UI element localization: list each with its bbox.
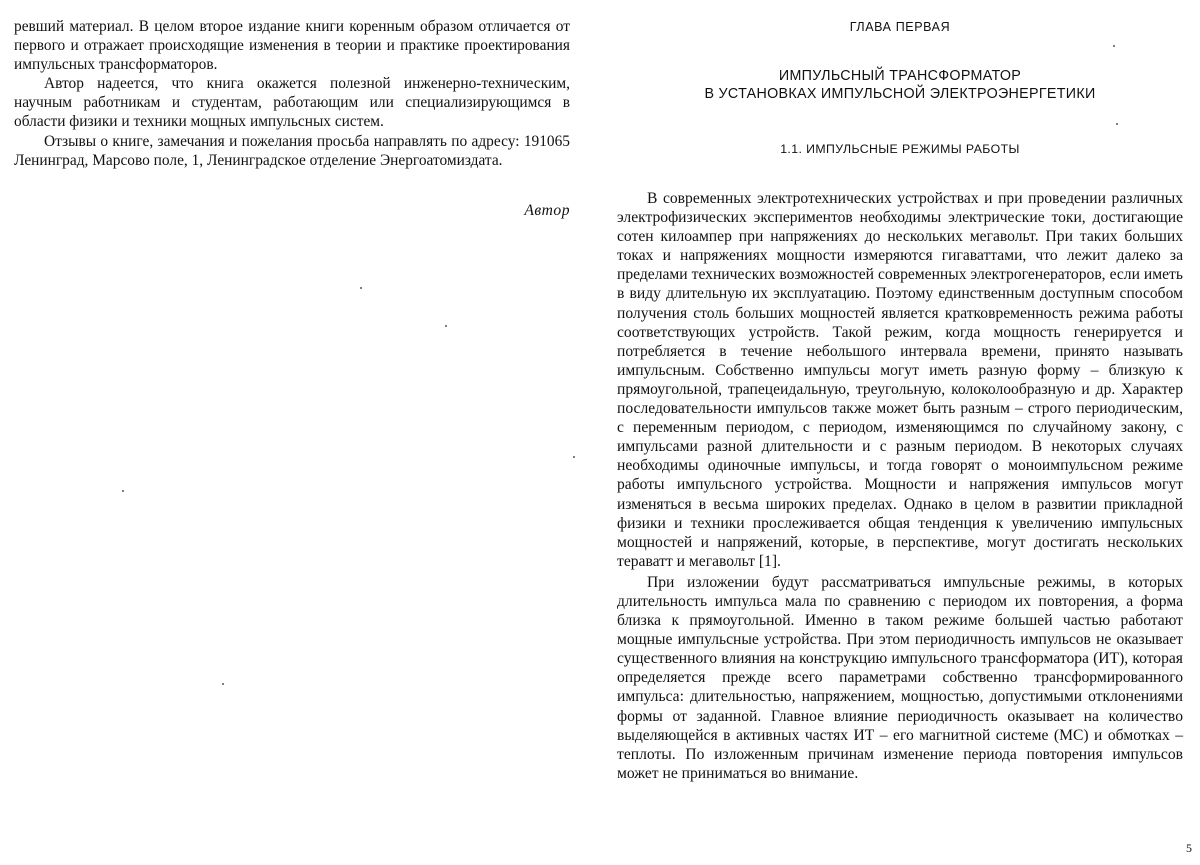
scan-speck [360, 287, 362, 289]
scan-speck [122, 490, 124, 492]
section-heading: 1.1. ИМПУЛЬСНЫЕ РЕЖИМЫ РАБОТЫ [780, 142, 1020, 156]
chapter-label: ГЛАВА ПЕРВАЯ [849, 20, 951, 34]
right-paragraph-1: В современных электротехнических устройствах и при проведении различных электрофизических экспериментов необходимы электрические токи, достигающие сотен килоампер при напряжениях до нескольких мегавольт. При таких больших токах и напряжениях мощности измеряются гигаваттами, что лежит далеко за пределами технических возможностей современных электрогенераторов, если иметь в виду длительную их эксплуатацию. Поэтому единственным доступным способом получения столь больших мощностей является кратковременность режима работы соответствующих устройств. Такой режим, когда мощность генерируется и потребляется в течение небольшого интервала времени, принято называть импульсным. Собственно импульсы могут иметь разную форму – близкую к прямоугольной, трапецеидальную, треугольную, колоколообразную и др. Характер последовательности импульсов также может быть разным – строго периодическим, с переменным периодом, с периодом, изменяющимся по случайному закону, с импульсами разной длительности и с разным периодом. В некоторых случаях необходимы одиночные импульсы, и тогда говорят о моноимпульсном режиме работы импульсного устройства. Мощности и напряжения импульсов могут изменяться в весьма широких пределах. Однако в целом в развитии прикладной физики и техники прослеживается общая тенденция к увеличению импульсных мощностей и напряжений, которые, в перспективе, могут достигать нескольких тераватт и мегавольт [1]. [617, 190, 1183, 570]
left-paragraph-1: ревший материал. В целом второе издание книги коренным образом отличается от первого и отражает происходящие изменения в теории и практике проектирования импульсных трансформаторов. [14, 18, 570, 74]
right-paragraph-2: При изложении будут рассматриваться импульсные режимы, в которых длительность импульса мала по сравнению с периодом их повторения, а форма близка к прямоугольной. Именно в таком режиме большей частью работают мощные импульсные устройства. При этом периодичность импульсов не оказывает существенного влияния на конструкцию импульсного трансформатора (ИТ), которая определяется прежде всего параметрами собственно трансформированного импульса: длительностью, напряжением, мощностью, допустимыми отклонениями формы от заданной. Главное влияние периодичность оказывает на количество выделяющейся в активных частях ИТ – его магнитной системе (МС) и обмотках – теплоты. По изложенным причинам изменение периода повторения импульсов может не приниматься во внимание. [617, 573, 1183, 782]
left-paragraph-2: Автор надеется, что книга окажется полезной инженерно-техническим, научным работникам и студентам, работающим или специализирующимся в области физики и техники мощных импульсных систем. [14, 75, 570, 131]
chapter-title [617, 67, 1183, 103]
right-page [617, 0, 1183, 783]
author-signature: Автор [524, 201, 570, 219]
scan-speck [445, 325, 447, 327]
left-page [14, 0, 570, 220]
scan-speck [222, 683, 224, 685]
page-number: 5 [1186, 841, 1192, 855]
left-paragraph-3: Отзывы о книге, замечания и пожелания просьба направлять по адресу: 191065 Ленинград, Марсово поле, 1, Ленинградское отделение Энергоатомиздата. [14, 132, 570, 169]
chapter-title-line-1: ИМПУЛЬСНЫЙ ТРАНСФОРМАТОР [778, 68, 1022, 84]
chapter-title-line-2: В УСТАНОВКАХ ИМПУЛЬСНОЙ ЭЛЕКТРОЭНЕРГЕТИКИ [704, 86, 1096, 102]
scan-speck [1113, 45, 1115, 47]
scan-speck [573, 456, 575, 458]
scan-speck [1116, 123, 1118, 125]
